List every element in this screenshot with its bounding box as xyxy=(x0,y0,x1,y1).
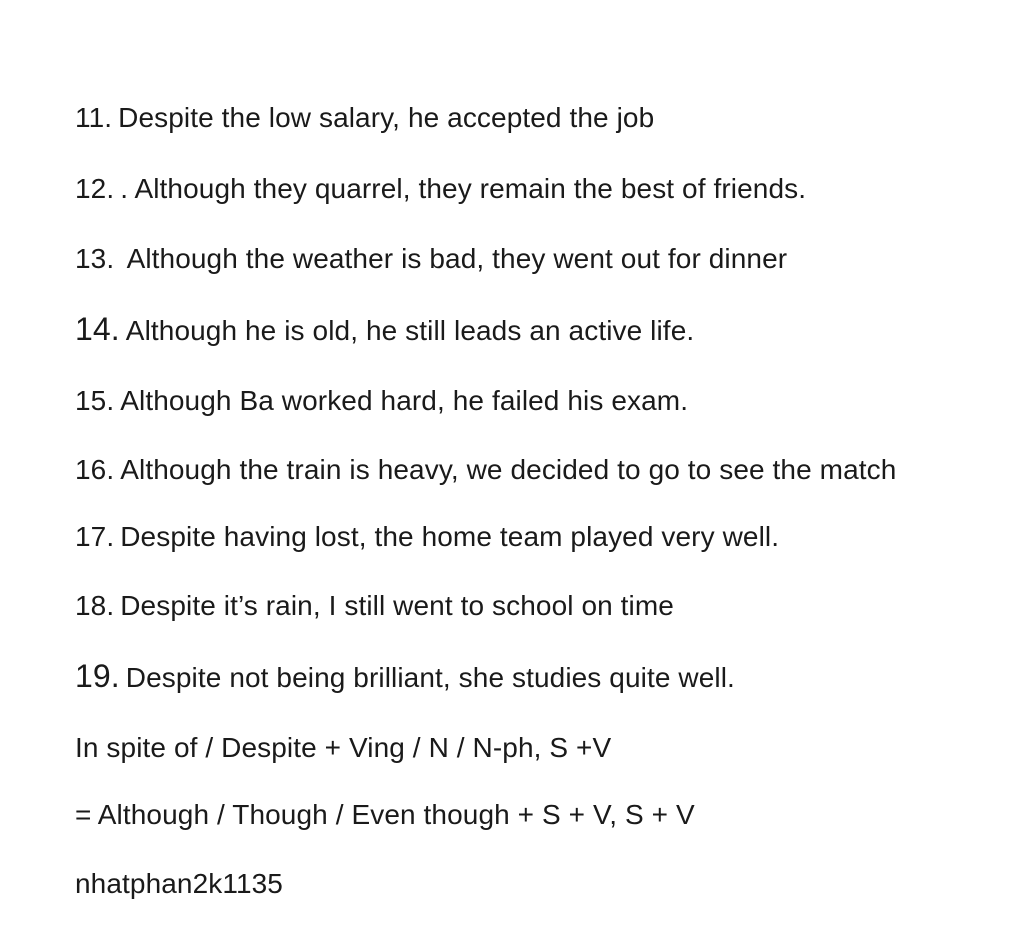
sentence-13 xyxy=(75,242,787,276)
sentence-number: 11. xyxy=(75,102,113,133)
sentence-number: 12. xyxy=(75,173,115,204)
sentence-text: Although the weather is bad, they went out for dinner xyxy=(120,243,788,274)
sentence-number: 19. xyxy=(75,658,120,694)
grammar-rule-line-2: = Although / Though / Even though + S + V, S + V xyxy=(75,799,695,830)
sentence-19 xyxy=(75,659,735,695)
sentence-text: Despite the low salary, he accepted the job xyxy=(118,102,655,133)
sentence-number: 15. xyxy=(75,385,115,416)
sentence-12 xyxy=(75,172,806,206)
sentence-text: Although the train is heavy, we decided to go to see the match xyxy=(120,454,897,485)
sentence-16 xyxy=(75,453,896,487)
sentence-text: Despite having lost, the home team played very well. xyxy=(120,521,780,552)
sentence-number: 17. xyxy=(75,521,115,552)
sentence-text: Despite not being brilliant, she studies quite well. xyxy=(125,662,735,693)
sentence-number: 18. xyxy=(75,590,115,621)
author-signature: nhatphan2k1135 xyxy=(75,868,283,899)
sentence-number: 14. xyxy=(75,311,120,347)
sentence-14 xyxy=(75,312,694,348)
sentence-15 xyxy=(75,384,688,418)
sentence-18 xyxy=(75,589,674,623)
sentence-number: 13. xyxy=(75,243,115,274)
sentence-17 xyxy=(75,520,779,554)
sentence-text: Although Ba worked hard, he failed his exam. xyxy=(120,385,689,416)
sentence-text: Despite it’s rain, I still went to school on time xyxy=(120,590,674,621)
sentence-11 xyxy=(75,101,654,135)
sentence-number: 16. xyxy=(75,454,115,485)
sentence-text: . Although they quarrel, they remain the best of friends. xyxy=(120,173,807,204)
sentence-text: Although he is old, he still leads an active life. xyxy=(125,315,695,346)
grammar-rule-line-1: In spite of / Despite + Ving / N / N-ph, S +V xyxy=(75,732,612,763)
